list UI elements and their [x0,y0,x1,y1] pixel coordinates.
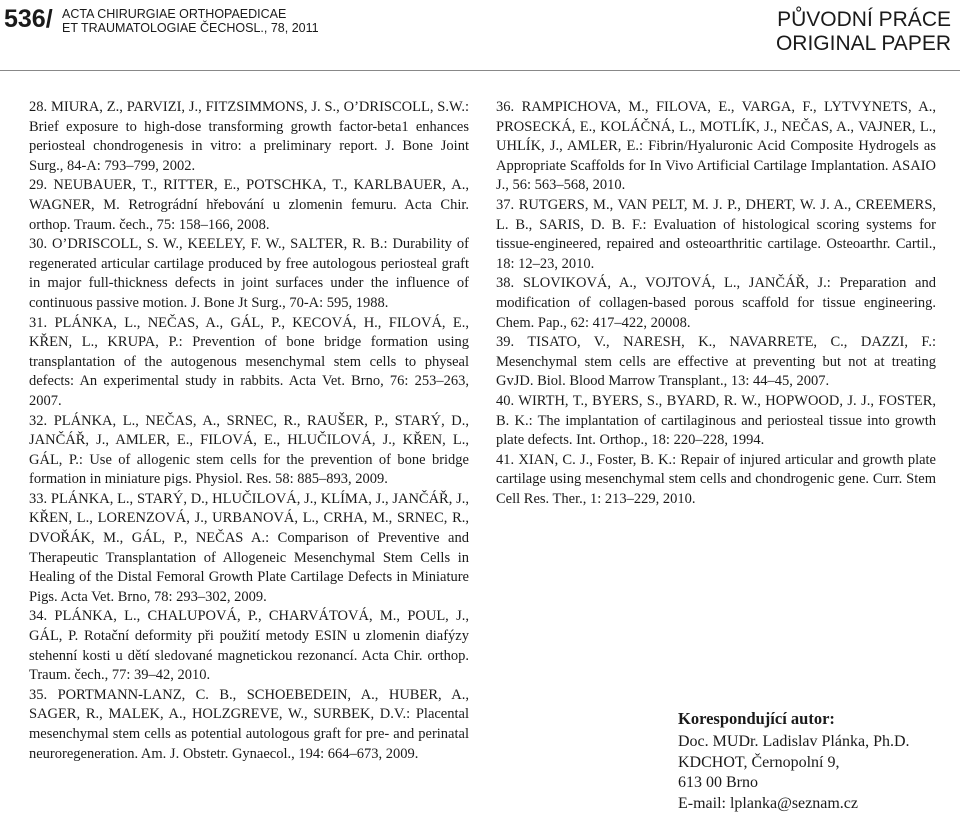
references-left-column [29,98,469,764]
section-label-english: ORIGINAL PAPER [775,32,951,55]
journal-name [62,7,319,35]
reference-text: PLÁNKA, L., NEČAS, A., GÁL, P., KECOVÁ, H., FILOVÁ, E., KŘEN, L., KRUPA, P.: Prevention of bone bridge formation using transplantation of the autogenous mesenchymal stem cells to physeal defects: An experimental study in rabbits. Acta Vet. Brno, 76: 253–263, 2007. [29,314,470,409]
reference-number: 35. [29,686,48,703]
reference-item [496,196,936,274]
reference-text: RAMPICHOVA, M., FILOVA, E., VARGA, F., LYTVYNETS, A., PROSECKÁ, E., KOLÁČNÁ, L., MOTLÍK, J., NEČAS, A., VAJNER, L., UHLÍK, J., AMLER, E.: Fibrin/Hyaluronic Acid Composite Hydrogels as Appropriate Scaffolds for In Vivo Artificial Cartilage Implantation. ASAIO J., 56: 563–568, 2010. [496,99,937,194]
reference-number: 31. [29,314,48,331]
reference-text: PLÁNKA, L., NEČAS, A., SRNEC, R., RAUŠER, P., STARÝ, D., JANČÁŘ, J., AMLER, E., FILOVÁ, E., HLUČILOVÁ, J., KŘEN, L., GÁL, P.: Use of allogenic stem cells for the prevention of bone bridge formation in miniature pigs. Physiol. Res. 58: 885–893, 2009. [29,412,469,488]
correspondence-title: Korespondující autor: [678,709,835,728]
reference-number: 37. [496,196,515,213]
reference-item [496,333,936,392]
reference-item [29,176,469,235]
reference-number: 28. [29,99,48,115]
reference-number: 30. [29,236,48,253]
reference-text: XIAN, C. J., Foster, B. K.: Repair of injured articular and growth plate cartilage using mesenchymal stem cells and chondrogenic gene. Curr. Stem Cell Res. Ther., 1: 213–229, 2010. [496,451,936,507]
reference-item [29,235,469,313]
reference-text: RUTGERS, M., VAN PELT, M. J. P., DHERT, W. J. A., CREEMERS, L. B., SARIS, D. B. F.: Evaluation of histological scoring systems for tissue-engineered, repaired and osteoarthritic cartilage. Osteoarthr. Cartil., 18: 12–23, 2010. [496,196,937,272]
author-address: KDCHOT, Černopolní 9, [678,753,840,771]
reference-number: 41. [496,451,515,468]
journal-name-line-2: ET TRAUMATOLOGIAE ČECHOSL., 78, 2011 [62,21,319,35]
reference-text: NEUBAUER, T., RITTER, E., POTSCHKA, T., KARLBAUER, A., WAGNER, M. Retrográdní hřebování u zlomenin femuru. Acta Chir. orthop. Traum. čech., 75: 158–166, 2008. [29,177,469,233]
reference-number: 32. [29,412,48,429]
correspondence-block [678,709,948,814]
page-number: 536/ [4,5,53,33]
reference-item [29,412,469,490]
journal-name-line-1: ACTA CHIRURGIAE ORTHOPAEDICAE [62,7,287,21]
reference-text: WIRTH, T., BYERS, S., BYARD, R. W., HOPWOOD, J. J., FOSTER, B. K.: The implantation of cartilaginous and periosteal tissue into growth plate defects. Int. Orthop., 18: 220–228, 1994. [496,392,936,449]
reference-text: PORTMANN-LANZ, C. B., SCHOEBEDEIN, A., HUBER, A., SAGER, R., MALEK, A., HOLZGREVE, W., SURBEK, D.V.: Placental mesenchymal stem cells as potential autologous graft for pre- and perinatal neuroregeneration. Am. J. Obstetr. Gynaecol., 194: 664–673, 2009. [29,686,470,762]
reference-item [496,392,936,451]
reference-item [496,451,936,510]
references-right-column [496,98,936,509]
reference-item [29,490,469,608]
page-header [0,0,960,72]
reference-item [496,98,936,196]
reference-item [29,607,469,685]
reference-item [29,314,469,412]
author-name: Doc. MUDr. Ladislav Plánka, Ph.D. [678,733,910,750]
reference-text: O’DRISCOLL, S. W., KEELEY, F. W., SALTER, R. B.: Durability of regenerated articular cartilage produced by free autologous periosteal graft in major full-thickness defects in joint surfaces under the influence of continuous passive motion. J. Bone Jt Surg., 70-A: 595, 1988. [29,236,470,311]
reference-text: PLÁNKA, L., CHALUPOVÁ, P., CHARVÁTOVÁ, M., POUL, J., GÁL, P. Rotační deformity při použití metody ESIN u zlomenin diafýzy stehenní kosti u dětí sledované magnetickou rezonancí. Acta Chir. orthop. Traum. čech., 77: 39–42, 2010. [29,608,469,684]
reference-text: SLOVIKOVÁ, A., VOJTOVÁ, L., JANČÁŘ, J.: Preparation and modification of collagen-based porous scaffold for tissue engineering. Chem. Pap., 62: 417–422, 20008. [496,275,936,331]
section-label [776,8,951,56]
reference-text: TISATO, V., NARESH, K., NAVARRETE, C., DAZZI, F.: Mesenchymal stem cells are effective at preventing but not at treating GvJD. Biol. Blood Marrow Transplant., 13: 44–45, 2007. [496,334,936,390]
header-divider [0,70,960,71]
reference-item [29,686,469,764]
reference-number: 33. [29,490,48,507]
reference-item [29,98,469,176]
author-city: 613 00 Brno [678,774,758,791]
reference-number: 36. [496,99,515,115]
author-email: E-mail: lplanka@seznam.cz [678,794,858,812]
section-label-czech: PŮVODNÍ PRÁCE [777,8,951,31]
reference-number: 38. [496,275,515,292]
reference-number: 40. [496,392,515,409]
reference-number: 39. [496,334,515,351]
reference-number: 29. [29,177,48,194]
reference-text: PLÁNKA, L., STARÝ, D., HLUČILOVÁ, J., KLÍMA, J., JANČÁŘ, J., KŘEN, L., LORENZOVÁ, J., URBANOVÁ, L., CRHA, M., SRNEC, R., DVOŘÁK, M., GÁL, P., NEČAS A.: Comparison of Preventive and Therapeutic Transplantation of Allogeneic Mesenchymal Stem Cells in Healing of the Distal Femoral Growth Plate Cartilage Defects in Miniature Pigs. Acta Vet. Brno, 78: 293–302, 2009. [29,490,470,605]
reference-text: MIURA, Z., PARVIZI, J., FITZSIMMONS, J. S., O’DRISCOLL, S.W.: Brief exposure to high-dose transforming growth factor-beta1 enhances periosteal chondrogenesis in vitro: a preliminary report. J. Bone Joint Surg., 84-A: 793–799, 2002. [29,99,469,174]
reference-item [496,274,936,333]
reference-number: 34. [29,608,48,625]
